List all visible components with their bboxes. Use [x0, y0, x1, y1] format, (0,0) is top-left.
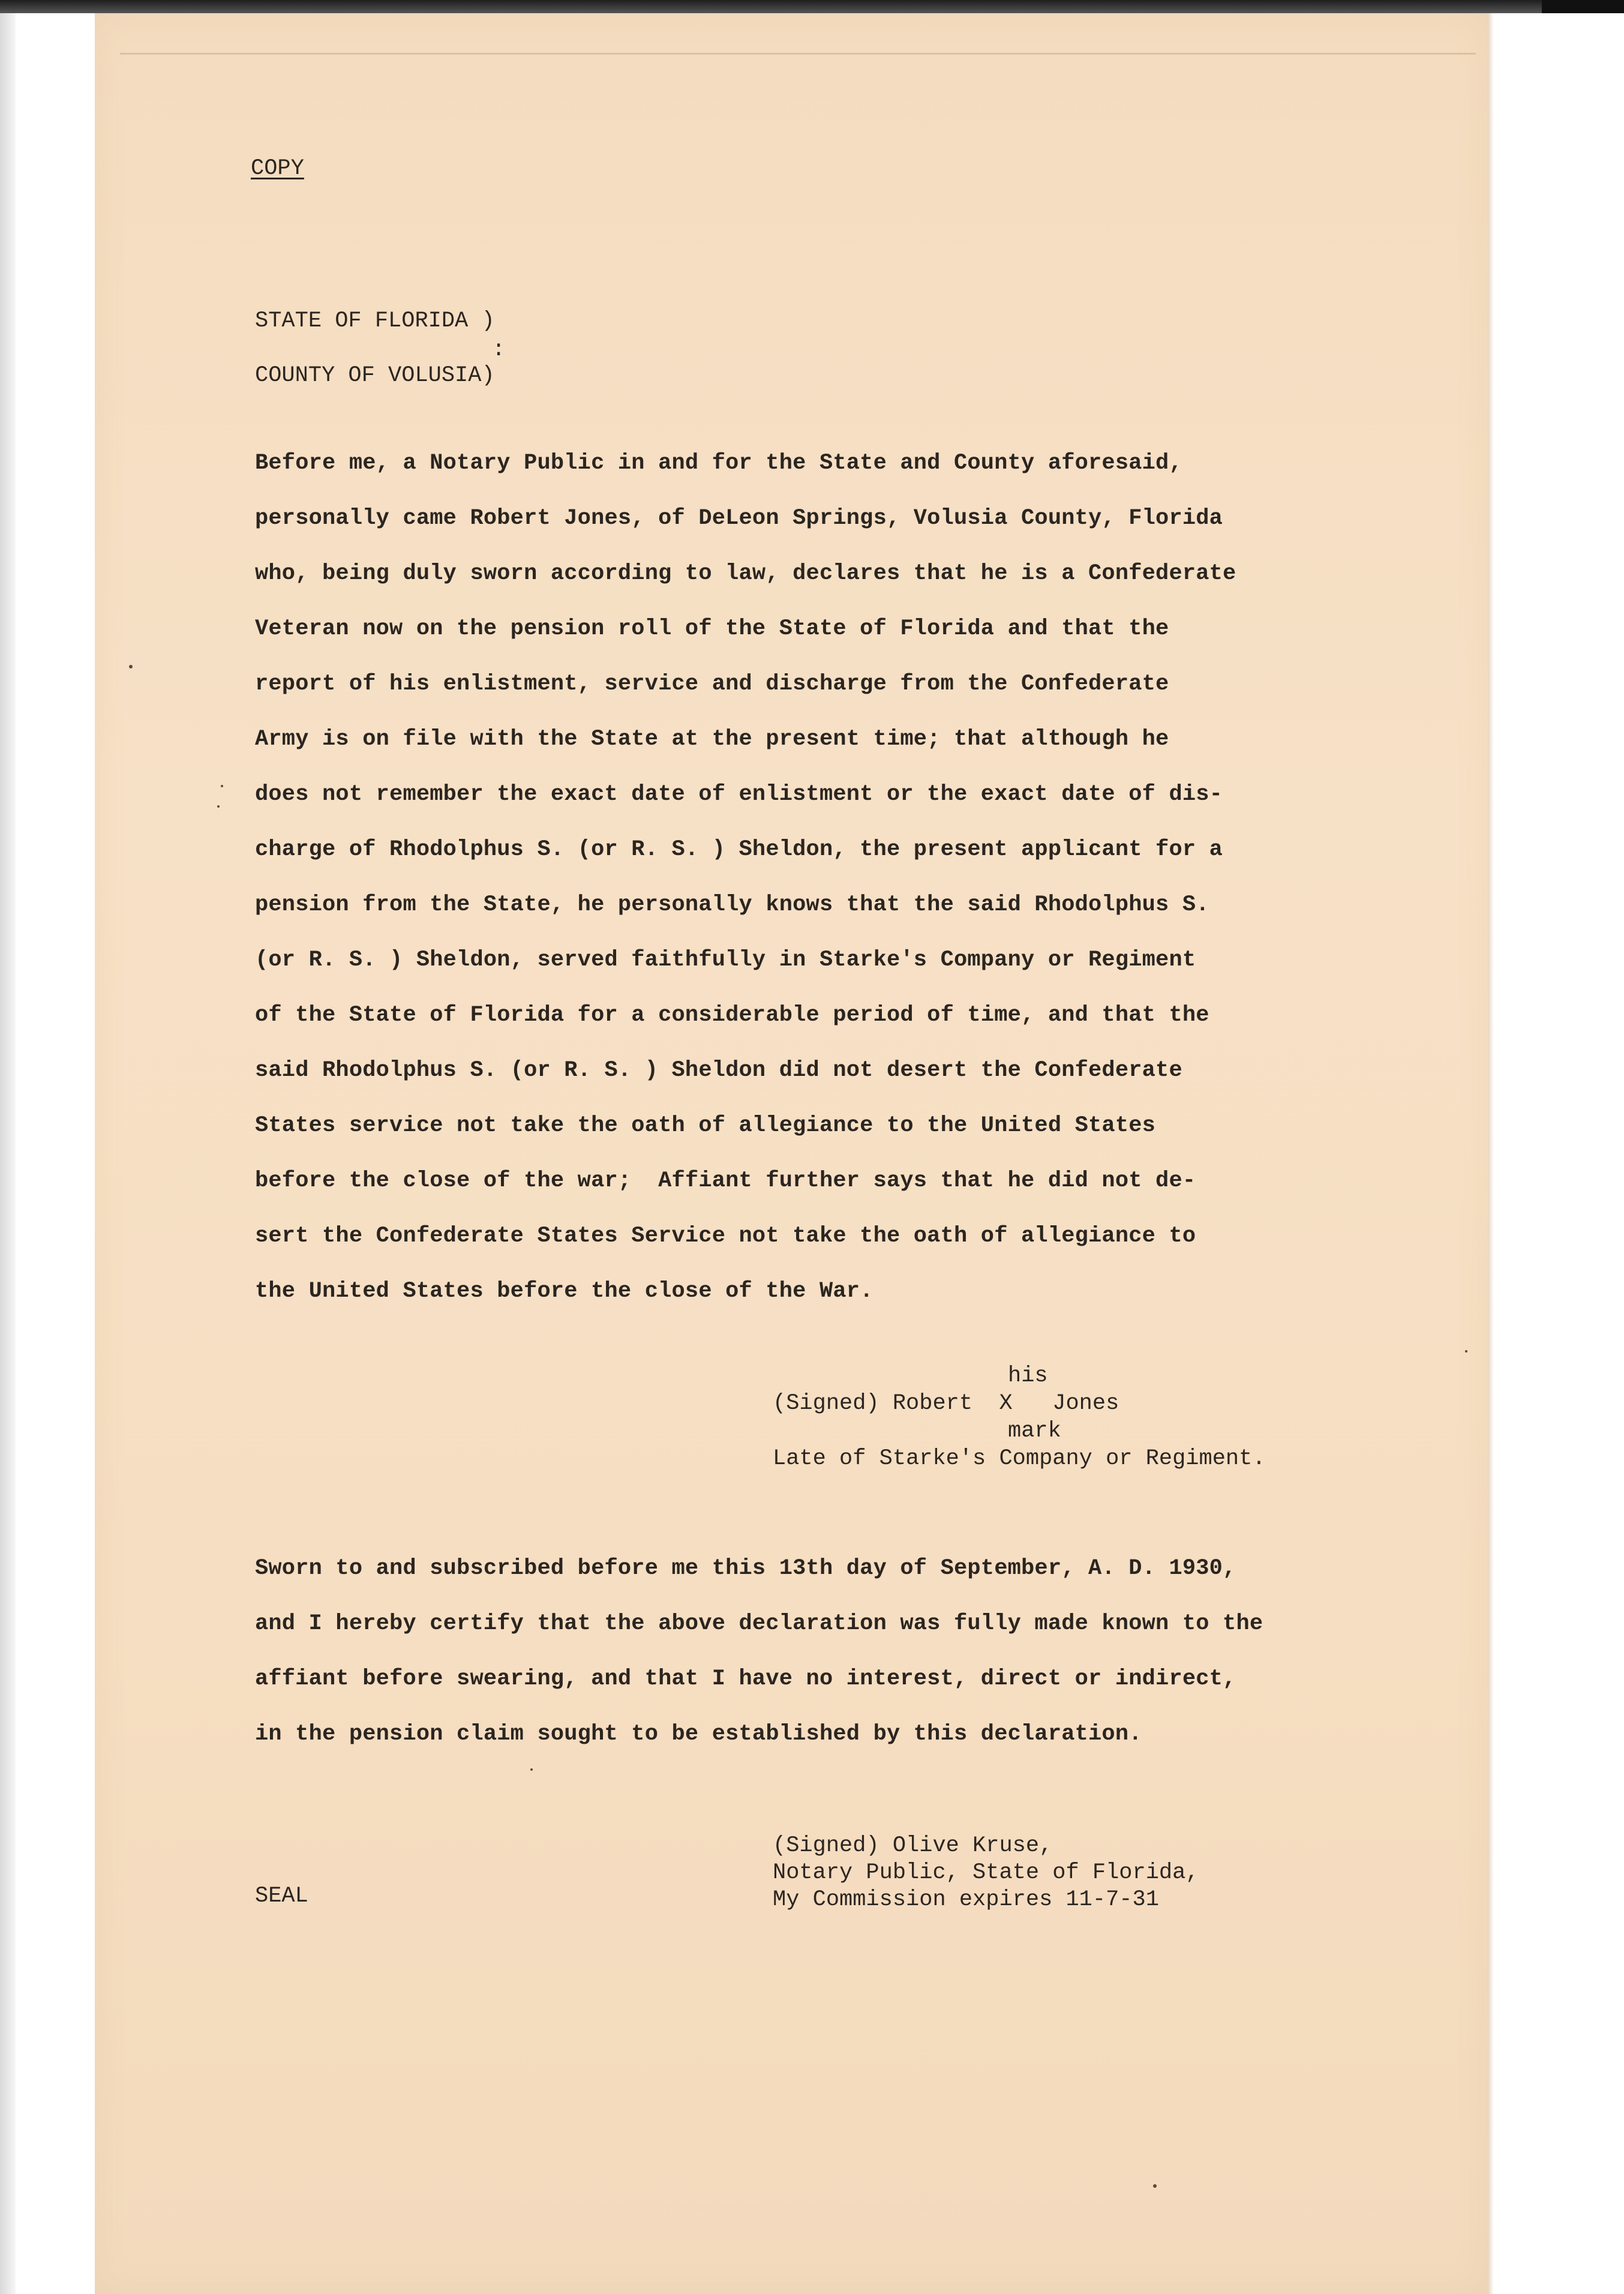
affidavit-line: who, being duly sworn according to law, declares that he is a Confederate — [255, 561, 1236, 586]
seal-label: SEAL — [255, 1884, 308, 1909]
jurat-line: affiant before swearing, and that I have no interest, direct or indirect, — [255, 1666, 1236, 1692]
page-fold-line — [120, 53, 1476, 55]
late-of-line: Late of Starke's Company or Regiment. — [773, 1446, 1266, 1471]
notary-commission-line: My Commission expires 11-7-31 — [773, 1887, 1159, 1912]
paper-speck — [129, 665, 133, 668]
page-edge-shadow — [1488, 13, 1494, 2294]
affidavit-line: does not remember the exact date of enlistment or the exact date of dis- — [255, 782, 1223, 807]
affiant-signed-line: (Signed) Robert X Jones — [773, 1391, 1119, 1416]
affidavit-line: before the close of the war; Affiant further says that he did not de- — [255, 1168, 1196, 1194]
affidavit-line: said Rhodolphus S. (or R. S. ) Sheldon did not desert the Confederate — [255, 1058, 1182, 1083]
paper-speck — [1465, 1350, 1467, 1353]
copy-label: COPY — [251, 156, 304, 181]
document-page — [95, 13, 1488, 2294]
jurat-line: and I hereby certify that the above declaration was fully made known to the — [255, 1611, 1263, 1636]
affidavit-line: States service not take the oath of allegiance to the United States — [255, 1113, 1156, 1138]
affidavit-line: charge of Rhodolphus S. (or R. S. ) Sheldon, the present applicant for a — [255, 837, 1223, 862]
affidavit-line: Army is on file with the State at the present time; that although he — [255, 727, 1169, 752]
scan-dark-corner — [1542, 0, 1624, 13]
venue-county-line: COUNTY OF VOLUSIA) — [255, 363, 495, 388]
affidavit-line: personally came Robert Jones, of DeLeon Springs, Volusia County, Florida — [255, 506, 1223, 531]
affidavit-line: pension from the State, he personally knows that the said Rhodolphus S. — [255, 892, 1209, 917]
venue-colon: : — [492, 337, 506, 362]
notary-signed-line: (Signed) Olive Kruse, — [773, 1833, 1053, 1858]
affidavit-line: (or R. S. ) Sheldon, served faithfully in Starke's Company or Regiment — [255, 947, 1196, 973]
venue-state-line: STATE OF FLORIDA ) — [255, 308, 495, 334]
affidavit-line: report of his enlistment, service and discharge from the Confederate — [255, 671, 1169, 697]
affidavit-line: sert the Confederate States Service not take the oath of allegiance to — [255, 1224, 1196, 1249]
affidavit-line: Veteran now on the pension roll of the State of Florida and that the — [255, 616, 1169, 641]
top-binder-strip — [0, 0, 1624, 13]
affidavit-line: Before me, a Notary Public in and for the State and County aforesaid, — [255, 451, 1182, 476]
his-mark-label: his — [1008, 1363, 1048, 1389]
paper-speck — [217, 805, 220, 808]
paper-speck — [530, 1768, 533, 1771]
mark-label: mark — [1008, 1419, 1061, 1444]
jurat-line: in the pension claim sought to be established by this declaration. — [255, 1722, 1142, 1747]
paper-speck — [221, 785, 223, 787]
jurat-line: Sworn to and subscribed before me this 13th day of September, A. D. 1930, — [255, 1556, 1236, 1581]
scan-left-edge — [0, 0, 16, 2294]
paper-speck — [1153, 2184, 1157, 2188]
affidavit-line: the United States before the close of the War. — [255, 1279, 873, 1304]
notary-title-line: Notary Public, State of Florida, — [773, 1860, 1199, 1885]
affidavit-line: of the State of Florida for a considerable period of time, and that the — [255, 1003, 1209, 1028]
